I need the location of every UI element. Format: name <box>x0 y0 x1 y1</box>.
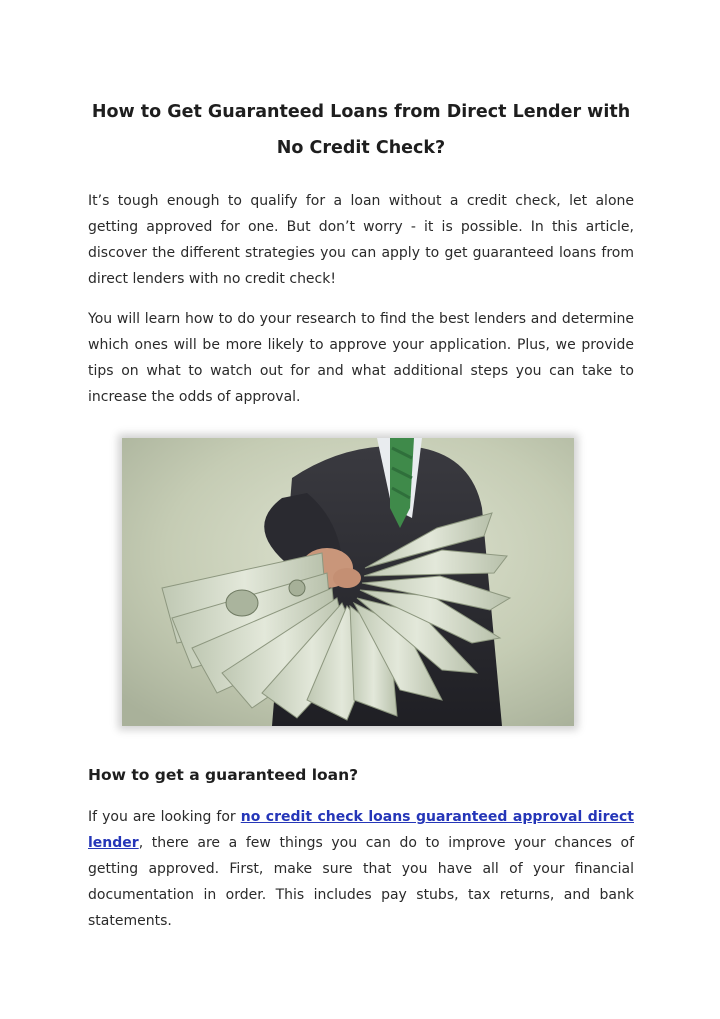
section-paragraph-lead: If you are looking for <box>88 809 241 825</box>
article-title: How to Get Guaranteed Loans from Direct Lender with No Credit Check? <box>91 102 631 158</box>
second-paragraph: You will learn how to do your research to find the best lenders and determine which ones will be more likely to approve your application. Plus, we provide tips on what to watch out for and what additional steps you can take to increase the odds of approval. <box>88 311 634 405</box>
article <box>88 0 634 934</box>
section-heading: How to get a guaranteed loan? <box>88 766 359 784</box>
money-fan-photo <box>122 438 574 726</box>
loans-link[interactable]: no credit check loans guaranteed approval direct lender <box>88 809 634 851</box>
section-paragraph <box>88 804 634 934</box>
intro-paragraph: It’s tough enough to qualify for a loan without a credit check, let alone getting approved for one. But don’t worry - it is possible. In this article, discover the different strategies you can apply to get guaranteed loans from direct lenders with no credit check! <box>88 193 634 287</box>
section-paragraph-rest: , there are a few things you can do to improve your chances of getting approved. First, make sure that you have all of your financial documentation in order. This includes pay stubs, tax returns, and bank statements. <box>88 835 634 929</box>
